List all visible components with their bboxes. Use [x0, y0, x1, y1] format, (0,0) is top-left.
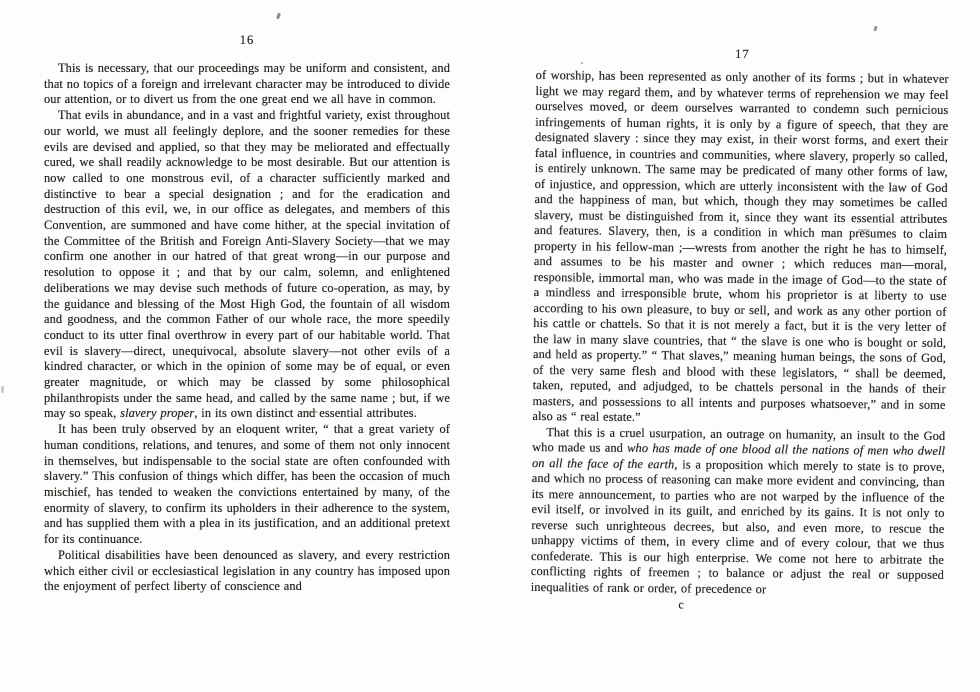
page-17-text — [531, 68, 949, 599]
paragraph: of worship, has been represented as only another of its forms ; but in whatever light we may regard them, and by whatever terms of reprehension we may feel ourselves moved, or deem ourselves warranted to condemn such pernicious infringements of human rights, it is only by a figure of speech, that they are designated slavery : since they may exist, in their worst forms, and exert their fatal influence, in countries and communities, where slavery, properly so called, is entirely unknown. The same may be predicated of many other forms of law, of injustice, and oppression, which are utterly inconsistent with the law of God and the happiness of man, but which, though they may sometimes be called slavery, must be distinguished from it, since they want its essential attributes and features. Slavery, then, is a condition in which man presumes to claim property in his fellow-man ;—wrests from another the right he has to himself, and assumes to be his master and owner ; which reduces man—moral, responsible, immortal man, who was made in the image of God—to the state of a mindless and irresponsible brute, whom his proprietor is at liberty to use according to his own pleasure, to buy or sell, and work as any other portion of his cattle or chattels. So that it is not merely a fact, but it is the very letter of the law in many slave countries, that “ the slave is one who is bought or sold, and held as property.” “ That slaves,” meaning human beings, the sons of God, of the very same flesh and blood with these legislators, “ shall be deemed, taken, reputed, and adjudged, to be chattels personal in the hands of their masters, and possessions to all intents and purposes whatsoever,” and in some also as “ real estate.” — [532, 67, 949, 425]
scan-speck — [302, 411, 318, 413]
scan-speck — [1, 386, 4, 393]
page-16 — [44, 33, 450, 595]
page-number-left: 16 — [239, 33, 255, 47]
scan-speck — [873, 26, 877, 32]
paragraph: It has been truly observed by an eloquent writer, “ that a great variety of human conditions, relations, and tenures, and some of them not only innocent in themselves, but indispensable to the social state are often confounded with slavery.” This confusion of things which differ, has been the occasion of much mischief, has tended to weaken the convictions entertained by many, of the enormity of slavery, to confirm its upholders in their adherence to the system, and has supplied them with a plea in its justification, and an additional pretext for its continuance. — [44, 422, 450, 547]
page-number-right: 17 — [735, 46, 750, 62]
paragraph: This is necessary, that our proceedings may be uniform and consistent, and that no topics of a foreign and irrelevant character may be introduced to divide our attention, or to divert us from the one great end we all have in common. — [44, 61, 450, 107]
paragraph: Political disabilities have been denounced as slavery, and every restriction which either civil or ecclesiastical legislation in any country has imposed upon the enjoyment of perfect liberty of conscience and — [44, 547, 450, 594]
signature-mark: c — [678, 597, 684, 612]
page-17 — [531, 45, 949, 614]
scan-speck — [858, 229, 870, 231]
scan-speck — [581, 62, 583, 64]
paragraph: That this is a cruel usurpation, an outrage on humanity, an insult to the God who made us and who has made of one blood all the nations of men who dwell on all the face of the earth, is a proposition which merely to state is to prove, and which no process of reasoning can make more evident and convincing, than its mere announcement, to parties who are not warped by the influence of the evil itself, or involved in its guilt, and enriched by its gains. It is not only to reverse such unrighteous decrees, but also, and even more, to rescue the unhappy victims of them, in every clime and of every colour, that we thus confederate. This is our high enterprise. We come not here to arbitrate the conflicting rights of freemen ; to balance or adjust the real or supposed inequalities of rank or order, of precedence or — [530, 424, 946, 596]
page-16-text — [44, 61, 450, 595]
scan-speck — [276, 13, 281, 20]
paragraph: That evils in abundance, and in a vast and frightful variety, exist throughout our world, we must all feelingly deplore, and the sooner remedies for these evils are devised and applied, so that they may be meliorated and effectually cured, we shall readily acknowledge to be most desirable. But our attention is now called to one monstrous evil, of a character sufficiently marked and distinctive to bear a special designation ; and for the eradication and destruction of this evil, we, in our office as delegates, and members of this Convention, are summoned and have come hither, at the special invitation of the Committee of the British and Foreign Anti-Slavery Society—that we may confirm one another in our hatred of that great wrong—in our purpose and resolution to oppose it ; and that by our calm, solemn, and enlightened deliberations we may devise such methods of future co-operation, as may, by the guidance and blessing of the Most High God, the fountain of all wisdom and goodness, and the common Father of our whole race, the more speedily conduct to its utter final overthrow in every part of our habitable world. That evil is slavery—direct, unequivocal, absolute slavery—not other evils of a kindred character, or which in the opinion of some may be of equal, or even greater magnitude, or which may be classed by some philosophical philanthropists under the same head, and called by the same name ; but, if we may so speak, slavery proper, in its own distinct and essential attributes. — [44, 108, 450, 421]
